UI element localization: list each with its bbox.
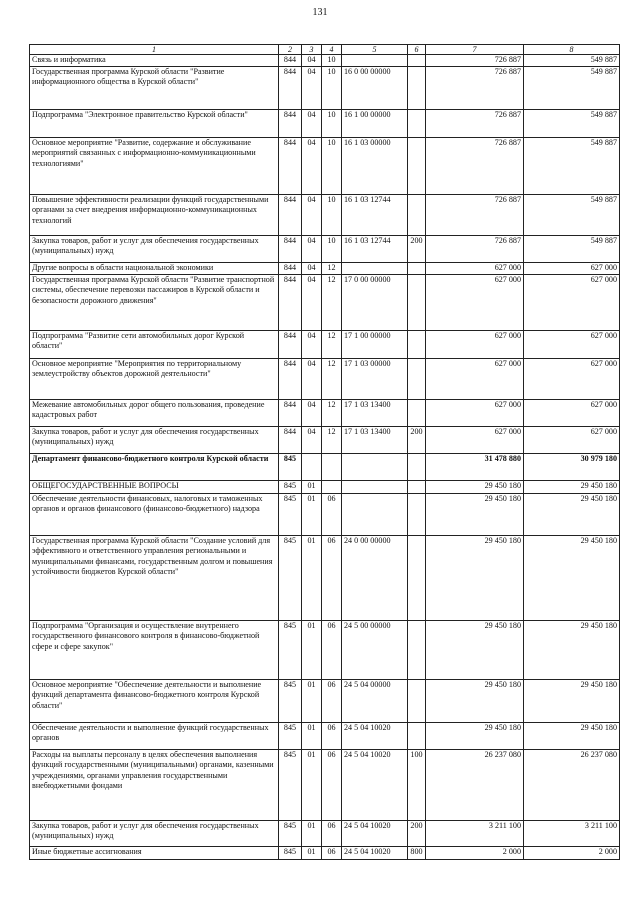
ministry-code: 844 [279, 275, 302, 331]
expense-type-code: 200 [408, 427, 426, 454]
ministry-code: 844 [279, 55, 302, 67]
ministry-code: 844 [279, 138, 302, 195]
section-code: 04 [302, 275, 322, 331]
target-article-code: 17 1 03 13400 [342, 427, 408, 454]
expense-type-code [408, 275, 426, 331]
amount-year-1: 3 211 100 [426, 821, 524, 847]
amount-year-1: 29 450 180 [426, 621, 524, 680]
section-code: 04 [302, 331, 322, 359]
amount-year-1: 627 000 [426, 263, 524, 275]
ministry-code: 845 [279, 680, 302, 723]
table-row [30, 427, 620, 454]
section-code: 01 [302, 750, 322, 821]
amount-year-2: 627 000 [524, 400, 620, 427]
amount-year-1: 726 887 [426, 110, 524, 138]
expense-type-code [408, 195, 426, 236]
expense-type-code [408, 481, 426, 494]
page-number: 131 [312, 7, 328, 18]
section-code: 01 [302, 536, 322, 621]
table-row [30, 481, 620, 494]
expense-name: Подпрограмма "Развитие сети автомобильных дорог Курской области" [30, 331, 279, 359]
ministry-code: 845 [279, 750, 302, 821]
ministry-code: 844 [279, 195, 302, 236]
amount-year-1: 627 000 [426, 359, 524, 400]
target-article-code: 24 5 04 00000 [342, 680, 408, 723]
expense-name: Подпрограмма "Организация и осуществление внутреннего государственного финансового контроля в финансово-бюджетной сфере и сфере закупок" [30, 621, 279, 680]
expense-name: Государственная программа Курской области "Создание условий для эффективного и ответственного управления региональными и муниципальными финансами, государственным долгом и повышения устойчивости бюджетов Курской области" [30, 536, 279, 621]
target-article-code: 24 0 00 00000 [342, 536, 408, 621]
ministry-code: 844 [279, 67, 302, 110]
amount-year-1: 31 478 880 [426, 454, 524, 481]
expense-type-code: 200 [408, 236, 426, 263]
expense-type-code: 200 [408, 821, 426, 847]
subsection-code: 06 [322, 723, 342, 750]
section-code: 04 [302, 67, 322, 110]
subsection-code: 12 [322, 359, 342, 400]
subsection-code: 12 [322, 427, 342, 454]
target-article-code: 24 5 04 10020 [342, 723, 408, 750]
table-row [30, 195, 620, 236]
expense-name: Государственная программа Курской области "Развитие информационного общества в Курской области" [30, 67, 279, 110]
amount-year-2: 549 887 [524, 110, 620, 138]
expense-type-code [408, 55, 426, 67]
subsection-code: 06 [322, 680, 342, 723]
table-row [30, 400, 620, 427]
amount-year-1: 29 450 180 [426, 481, 524, 494]
amount-year-2: 26 237 080 [524, 750, 620, 821]
ministry-code: 844 [279, 427, 302, 454]
table-row [30, 55, 620, 67]
expense-type-code [408, 263, 426, 275]
section-code: 01 [302, 680, 322, 723]
subsection-code: 12 [322, 331, 342, 359]
section-code: 04 [302, 263, 322, 275]
ministry-code: 845 [279, 494, 302, 536]
amount-year-1: 726 887 [426, 67, 524, 110]
expense-name: Обеспечение деятельности финансовых, налоговых и таможенных органов и органов финансового (финансово-бюджетного) надзора [30, 494, 279, 536]
table-row [30, 110, 620, 138]
amount-year-2: 29 450 180 [524, 723, 620, 750]
subsection-code: 12 [322, 263, 342, 275]
amount-year-1: 2 000 [426, 847, 524, 860]
target-article-code: 16 1 03 00000 [342, 138, 408, 195]
ministry-code: 845 [279, 821, 302, 847]
section-code: 04 [302, 236, 322, 263]
section-code: 04 [302, 400, 322, 427]
target-article-code: 24 5 04 10020 [342, 821, 408, 847]
amount-year-2: 30 979 180 [524, 454, 620, 481]
target-article-code: 24 5 00 00000 [342, 621, 408, 680]
table-row [30, 331, 620, 359]
ministry-code: 844 [279, 110, 302, 138]
subsection-code: 12 [322, 275, 342, 331]
section-code: 01 [302, 723, 322, 750]
expense-type-code [408, 454, 426, 481]
amount-year-1: 627 000 [426, 427, 524, 454]
expense-type-code [408, 536, 426, 621]
subsection-code: 10 [322, 55, 342, 67]
table-row [30, 494, 620, 536]
section-code: 01 [302, 494, 322, 536]
expense-type-code [408, 680, 426, 723]
table-row [30, 454, 620, 481]
expense-name: ОБЩЕГОСУДАРСТВЕННЫЕ ВОПРОСЫ [30, 481, 279, 494]
amount-year-1: 627 000 [426, 331, 524, 359]
table-row [30, 236, 620, 263]
column-number: 1 [30, 45, 279, 55]
section-code: 04 [302, 110, 322, 138]
amount-year-1: 29 450 180 [426, 680, 524, 723]
amount-year-2: 549 887 [524, 67, 620, 110]
amount-year-2: 3 211 100 [524, 821, 620, 847]
expense-name: Межевание автомобильных дорог общего пользования, проведение кадастровых работ [30, 400, 279, 427]
target-article-code: 17 0 00 00000 [342, 275, 408, 331]
expense-type-code [408, 67, 426, 110]
section-code: 04 [302, 55, 322, 67]
section-code: 01 [302, 481, 322, 494]
amount-year-1: 726 887 [426, 236, 524, 263]
target-article-code: 17 1 03 13400 [342, 400, 408, 427]
expense-type-code [408, 621, 426, 680]
expense-name: Повышение эффективности реализации функций государственными органами за счет внедрения информационно-коммуникационных технологий [30, 195, 279, 236]
target-article-code [342, 55, 408, 67]
section-code: 01 [302, 621, 322, 680]
expense-name: Расходы на выплаты персоналу в целях обеспечения выполнения функций государственными (муниципальными) органами, казенными учреждениями, органами управления государственными внебюджетными фондами [30, 750, 279, 821]
expense-name: Департамент финансово-бюджетного контроля Курской области [30, 454, 279, 481]
section-code [302, 454, 322, 481]
expense-type-code [408, 400, 426, 427]
subsection-code: 12 [322, 400, 342, 427]
table-row [30, 821, 620, 847]
table-row [30, 359, 620, 400]
amount-year-2: 29 450 180 [524, 494, 620, 536]
subsection-code: 10 [322, 195, 342, 236]
subsection-code: 06 [322, 821, 342, 847]
amount-year-2: 29 450 180 [524, 481, 620, 494]
ministry-code: 845 [279, 847, 302, 860]
expense-name: Закупка товаров, работ и услуг для обеспечения государственных (муниципальных) нужд [30, 427, 279, 454]
table-row [30, 750, 620, 821]
ministry-code: 844 [279, 331, 302, 359]
target-article-code: 16 1 00 00000 [342, 110, 408, 138]
expense-name: Основное мероприятие "Обеспечение деятельности и выполнение функций департамента финансово-бюджетного контроля Курской области" [30, 680, 279, 723]
ministry-code: 844 [279, 263, 302, 275]
section-code: 04 [302, 195, 322, 236]
subsection-code: 10 [322, 236, 342, 263]
ministry-code: 844 [279, 359, 302, 400]
subsection-code: 06 [322, 621, 342, 680]
expense-type-code: 800 [408, 847, 426, 860]
target-article-code: 24 5 04 10020 [342, 847, 408, 860]
amount-year-1: 627 000 [426, 400, 524, 427]
expense-name: Обеспечение деятельности и выполнение функций государственных органов [30, 723, 279, 750]
table-row [30, 847, 620, 860]
amount-year-1: 627 000 [426, 275, 524, 331]
ministry-code: 844 [279, 236, 302, 263]
ministry-code: 845 [279, 454, 302, 481]
amount-year-2: 2 000 [524, 847, 620, 860]
amount-year-2: 627 000 [524, 359, 620, 400]
subsection-code: 10 [322, 67, 342, 110]
subsection-code: 06 [322, 494, 342, 536]
section-code: 01 [302, 821, 322, 847]
subsection-code [322, 481, 342, 494]
column-number: 8 [524, 45, 620, 55]
amount-year-1: 29 450 180 [426, 536, 524, 621]
expense-name: Государственная программа Курской области "Развитие транспортной системы, обеспечение перевозки пассажиров в Курской области и безопасности дорожного движения" [30, 275, 279, 331]
target-article-code [342, 494, 408, 536]
expense-type-code [408, 331, 426, 359]
table-row [30, 536, 620, 621]
target-article-code [342, 481, 408, 494]
ministry-code: 845 [279, 481, 302, 494]
ministry-code: 845 [279, 621, 302, 680]
target-article-code: 17 1 00 00000 [342, 331, 408, 359]
amount-year-1: 726 887 [426, 138, 524, 195]
subsection-code: 06 [322, 536, 342, 621]
target-article-code: 24 5 04 10020 [342, 750, 408, 821]
subsection-code: 10 [322, 110, 342, 138]
expense-type-code [408, 110, 426, 138]
target-article-code [342, 454, 408, 481]
table-row [30, 621, 620, 680]
amount-year-1: 29 450 180 [426, 494, 524, 536]
table-row [30, 680, 620, 723]
amount-year-2: 549 887 [524, 138, 620, 195]
column-number: 3 [302, 45, 322, 55]
column-number: 7 [426, 45, 524, 55]
expense-type-code: 100 [408, 750, 426, 821]
amount-year-1: 29 450 180 [426, 723, 524, 750]
subsection-code [322, 454, 342, 481]
amount-year-2: 549 887 [524, 195, 620, 236]
amount-year-2: 549 887 [524, 55, 620, 67]
expense-type-code [408, 723, 426, 750]
target-article-code: 16 1 03 12744 [342, 236, 408, 263]
table-row [30, 138, 620, 195]
column-number: 5 [342, 45, 408, 55]
expense-name: Связь и информатика [30, 55, 279, 67]
target-article-code: 16 0 00 00000 [342, 67, 408, 110]
amount-year-1: 726 887 [426, 55, 524, 67]
expense-name: Основное мероприятие "Мероприятия по территориальному землеустройству объектов дорожной деятельности" [30, 359, 279, 400]
ministry-code: 845 [279, 536, 302, 621]
amount-year-1: 726 887 [426, 195, 524, 236]
amount-year-2: 627 000 [524, 331, 620, 359]
amount-year-2: 627 000 [524, 263, 620, 275]
section-code: 04 [302, 138, 322, 195]
section-code: 04 [302, 427, 322, 454]
subsection-code: 06 [322, 847, 342, 860]
amount-year-2: 29 450 180 [524, 536, 620, 621]
expense-name: Подпрограмма "Электронное правительство Курской области" [30, 110, 279, 138]
expense-name: Другие вопросы в области национальной экономики [30, 263, 279, 275]
ministry-code: 844 [279, 400, 302, 427]
target-article-code: 17 1 03 00000 [342, 359, 408, 400]
expense-name: Закупка товаров, работ и услуг для обеспечения государственных (муниципальных) нужд [30, 821, 279, 847]
amount-year-1: 26 237 080 [426, 750, 524, 821]
ministry-code: 845 [279, 723, 302, 750]
target-article-code: 16 1 03 12744 [342, 195, 408, 236]
subsection-code: 10 [322, 138, 342, 195]
expense-name: Основное мероприятие "Развитие, содержание и обслуживание мероприятий связанных с информационно-коммуникационными технологиями" [30, 138, 279, 195]
subsection-code: 06 [322, 750, 342, 821]
table-row [30, 67, 620, 110]
amount-year-2: 29 450 180 [524, 680, 620, 723]
section-code: 04 [302, 359, 322, 400]
column-number: 6 [408, 45, 426, 55]
section-code: 01 [302, 847, 322, 860]
table-header-row [30, 45, 620, 55]
column-number: 4 [322, 45, 342, 55]
expense-type-code [408, 359, 426, 400]
budget-table [29, 44, 620, 860]
amount-year-2: 29 450 180 [524, 621, 620, 680]
table-row [30, 263, 620, 275]
amount-year-2: 549 887 [524, 236, 620, 263]
amount-year-2: 627 000 [524, 275, 620, 331]
table-row [30, 275, 620, 331]
amount-year-2: 627 000 [524, 427, 620, 454]
table-row [30, 723, 620, 750]
expense-name: Иные бюджетные ассигнования [30, 847, 279, 860]
target-article-code [342, 263, 408, 275]
expense-type-code [408, 138, 426, 195]
expense-type-code [408, 494, 426, 536]
column-number: 2 [279, 45, 302, 55]
expense-name: Закупка товаров, работ и услуг для обеспечения государственных (муниципальных) нужд [30, 236, 279, 263]
